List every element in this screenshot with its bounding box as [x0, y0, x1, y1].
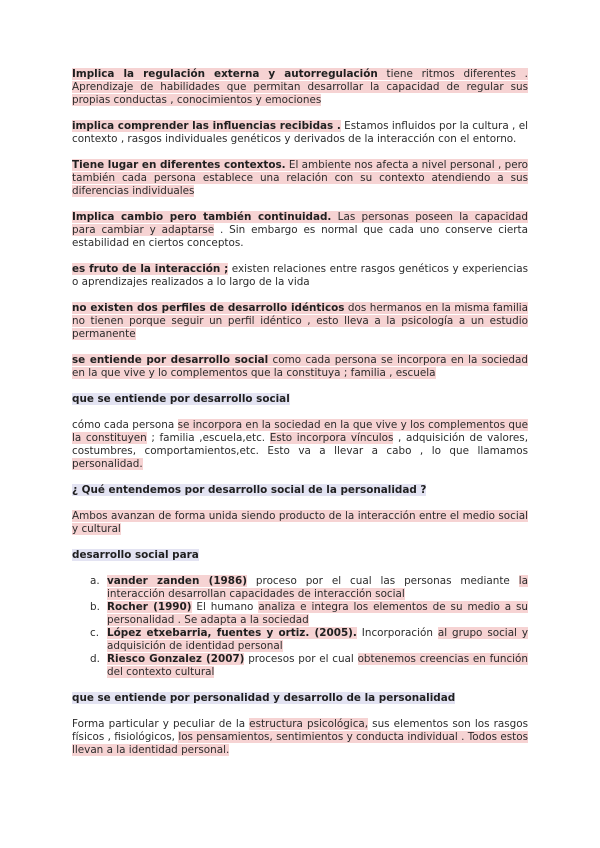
- paragraph-continuidad: Implica cambio pero también continuidad. Las personas poseen la capacidad para cambiar y adaptarse . Sin embargo es normal que cada uno conserve cierta estabilidad en ciertos conceptos.: [72, 211, 528, 249]
- list-item: c. López etxebarria, fuentes y ortiz. (2005). Incorporación al grupo social y adquisición de identidad personal: [90, 627, 529, 652]
- paragraph-interaccion: es fruto de la interacción ; existen relaciones entre rasgos genéticos y experiencias o aprendizajes realizados a lo largo de la vida: [72, 263, 528, 288]
- heading-desarrollo-social: que se entiende por desarrollo social: [72, 393, 290, 405]
- authors-list: [72, 575, 528, 679]
- paragraph-contextos: Tiene lugar en diferentes contextos. El ambiente nos afecta a nivel personal , pero también cada persona establece una relación con su contexto atendiendo a sus diferencias individuales: [72, 159, 528, 197]
- paragraph-como-cada-persona: cómo cada persona se incorpora en la sociedad en la que vive y los complementos que la constituyen ; familia ,escuela,etc. Esto incorpora vínculos , adquisición de valores, costumbres, comportamientos,etc. Esto va a llevar a cabo , lo que llamamos personalidad.: [72, 419, 529, 470]
- heading-desarrollo-social-para: desarrollo social para: [72, 549, 199, 561]
- paragraph-perfiles: no existen dos perfiles de desarrollo idénticos dos hermanos en la misma familia no tienen porque seguir un perfil idéntico , esto lleva a la psicología a un estudio permanente: [72, 302, 528, 340]
- list-item: d. Riesco Gonzalez (2007) procesos por el cual obtenemos creencias en función del contexto cultural: [90, 653, 528, 678]
- list-item: b. Rocher (1990) El humano analiza e integra los elementos de su medio a su personalidad . Se adapta a la sociedad: [90, 601, 528, 626]
- heading-personalidad: que se entiende por personalidad y desarrollo de la personalidad: [72, 692, 456, 704]
- paragraph-regulacion: Implica la regulación externa y autorregulación tiene ritmos diferentes . Aprendizaje de habilidades que permitan desarrollar la capacidad de regular sus propias conductas , conocimientos y emociones: [72, 68, 528, 106]
- paragraph-influencias: implica comprender las influencias recibidas . Estamos influidos por la cultura , el contexto , rasgos individuales genéticos y derivados de la interacción con el entorno.: [72, 120, 528, 145]
- paragraph-desarrollo-social: se entiende por desarrollo social como cada persona se incorpora en la sociedad en la que vive y lo complementos que la constituya ; familia , escuela: [72, 354, 528, 379]
- heading-desarrollo-social-personalidad: ¿ Qué entendemos por desarrollo social de la personalidad ?: [72, 484, 427, 496]
- paragraph-forma-particular: Forma particular y peculiar de la estructura psicológica, sus elementos son los rasgos físicos , fisiológicos, los pensamientos, sentimientos y conducta individual . Todos estos llevan a la identidad personal.: [72, 718, 529, 756]
- paragraph-ambos-avanzan: Ambos avanzan de forma unida siendo producto de la interacción entre el medio social y cultural: [72, 510, 528, 535]
- list-item: a. vander zanden (1986) proceso por el cual las personas mediante la interacción desarrollan capacidades de interacción social: [90, 575, 528, 600]
- document-page: [72, 68, 528, 770]
